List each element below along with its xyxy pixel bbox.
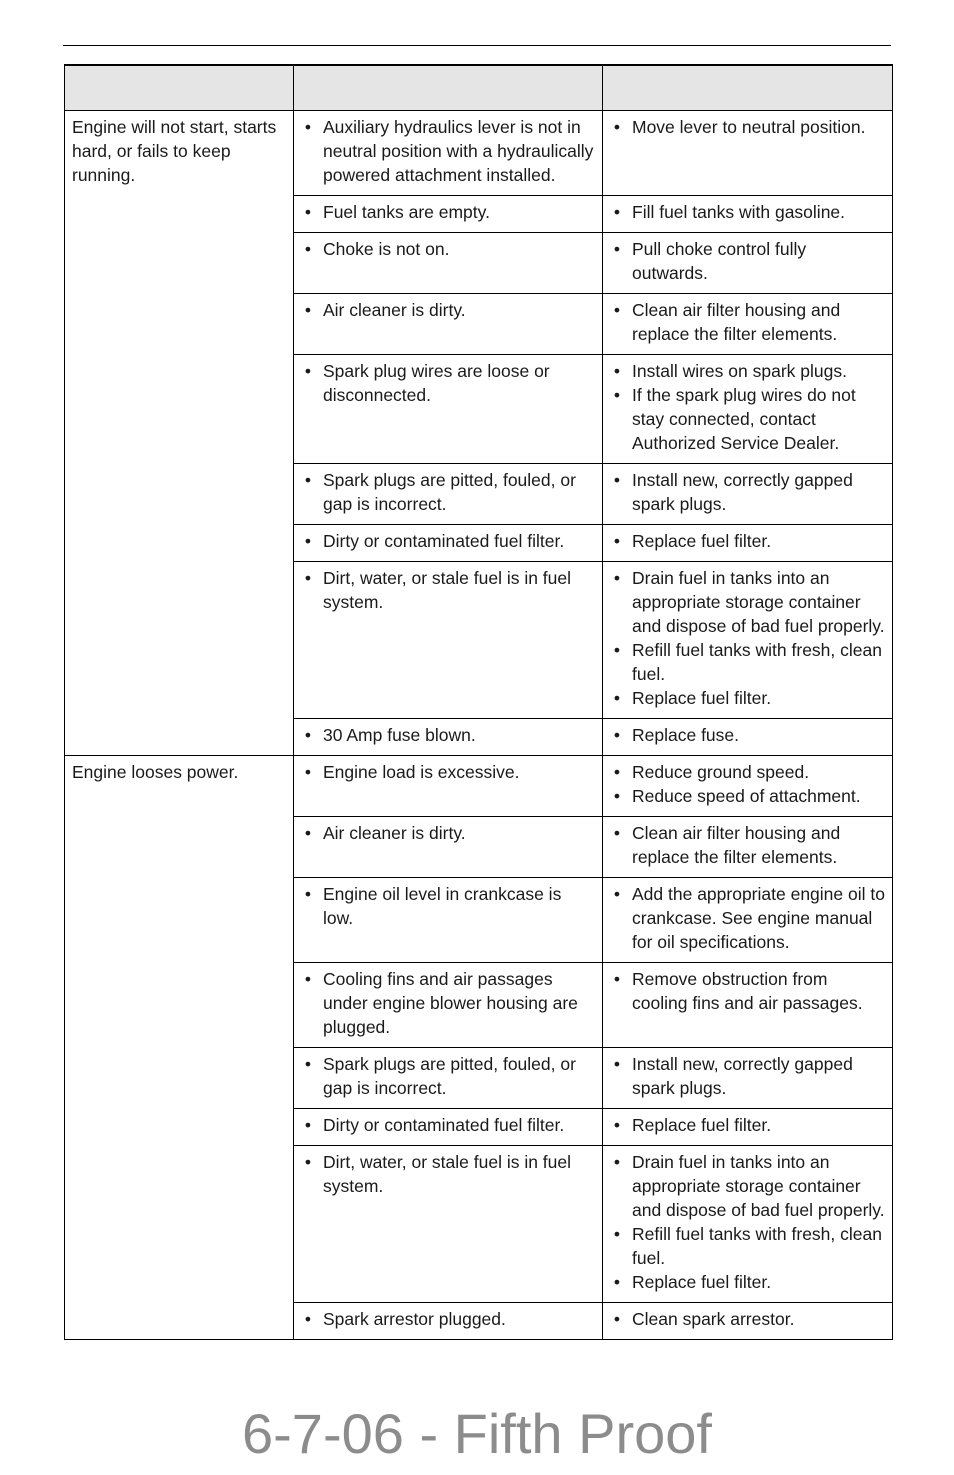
remedy-cell xyxy=(603,196,893,233)
bullet-icon: • xyxy=(304,1152,312,1172)
bullet-icon: • xyxy=(304,725,312,745)
cause-item xyxy=(301,821,596,845)
remedy-text: Add the appropriate engine oil to crankcase. See engine manual for oil specifications. xyxy=(632,884,885,952)
cause-cell xyxy=(294,233,603,294)
cause-list xyxy=(301,821,596,845)
remedy-cell xyxy=(603,562,893,719)
bullet-icon: • xyxy=(613,531,621,551)
cause-list xyxy=(301,529,596,553)
remedy-item xyxy=(610,686,886,710)
remedy-text: If the spark plug wires do not stay connected, contact Authorized Service Dealer. xyxy=(632,385,856,453)
bullet-icon: • xyxy=(613,725,621,745)
bullet-icon: • xyxy=(304,470,312,490)
remedy-list xyxy=(610,359,886,455)
remedy-text: Install wires on spark plugs. xyxy=(632,361,847,381)
remedy-item xyxy=(610,468,886,516)
remedy-item xyxy=(610,1150,886,1222)
remedy-item xyxy=(610,1307,886,1331)
bullet-icon: • xyxy=(304,884,312,904)
remedy-cell xyxy=(603,963,893,1048)
remedy-item xyxy=(610,359,886,383)
table-header-row xyxy=(65,65,893,111)
remedy-list xyxy=(610,200,886,224)
problem-cell: Engine looses power. xyxy=(65,756,294,1340)
bullet-icon: • xyxy=(613,688,621,708)
remedy-list xyxy=(610,967,886,1015)
cause-item xyxy=(301,298,596,322)
remedy-text: Clean spark arrestor. xyxy=(632,1309,795,1329)
remedy-item xyxy=(610,882,886,954)
bullet-icon: • xyxy=(613,884,621,904)
remedy-text: Install new, correctly gapped spark plugs. xyxy=(632,1054,853,1098)
remedy-list xyxy=(610,821,886,869)
cause-cell xyxy=(294,111,603,196)
cause-list xyxy=(301,1307,596,1331)
remedy-list xyxy=(610,1113,886,1137)
cause-cell xyxy=(294,756,603,817)
remedy-item xyxy=(610,784,886,808)
bullet-icon: • xyxy=(304,568,312,588)
remedy-text: Replace fuel filter. xyxy=(632,531,772,551)
cause-item xyxy=(301,359,596,407)
remedy-list xyxy=(610,723,886,747)
troubleshooting-table xyxy=(64,64,893,1340)
remedy-item xyxy=(610,1113,886,1137)
cause-item xyxy=(301,967,596,1039)
remedy-list xyxy=(610,1307,886,1331)
cause-cell xyxy=(294,464,603,525)
bullet-icon: • xyxy=(613,786,621,806)
remedy-text: Clean air filter housing and replace the filter elements. xyxy=(632,823,841,867)
problem-cell: Engine will not start, starts hard, or fails to keep running. xyxy=(65,111,294,756)
remedy-item xyxy=(610,383,886,455)
cause-item xyxy=(301,1150,596,1198)
cause-text: Choke is not on. xyxy=(323,239,450,259)
bullet-icon: • xyxy=(613,568,621,588)
cause-cell xyxy=(294,817,603,878)
cause-text: Engine load is excessive. xyxy=(323,762,520,782)
bullet-icon: • xyxy=(613,1309,621,1329)
remedy-list xyxy=(610,237,886,285)
bullet-icon: • xyxy=(304,202,312,222)
remedy-item xyxy=(610,760,886,784)
remedy-cell xyxy=(603,1109,893,1146)
remedy-text: Reduce ground speed. xyxy=(632,762,810,782)
remedy-cell xyxy=(603,525,893,562)
remedy-list xyxy=(610,468,886,516)
remedy-list xyxy=(610,760,886,808)
bullet-icon: • xyxy=(613,239,621,259)
bullet-icon: • xyxy=(304,300,312,320)
cause-list xyxy=(301,468,596,516)
remedy-text: Refill fuel tanks with fresh, clean fuel. xyxy=(632,640,882,684)
bullet-icon: • xyxy=(613,1272,621,1292)
remedy-text: Drain fuel in tanks into an appropriate storage container and dispose of bad fuel properly. xyxy=(632,1152,885,1220)
remedy-cell xyxy=(603,294,893,355)
cause-cell xyxy=(294,196,603,233)
cause-text: Spark plugs are pitted, fouled, or gap is incorrect. xyxy=(323,470,576,514)
cause-text: 30 Amp fuse blown. xyxy=(323,725,476,745)
cause-item xyxy=(301,882,596,930)
cause-list xyxy=(301,882,596,930)
remedy-text: Pull choke control fully outwards. xyxy=(632,239,807,283)
bullet-icon: • xyxy=(613,385,621,405)
cause-cell xyxy=(294,1109,603,1146)
bullet-icon: • xyxy=(613,969,621,989)
bullet-icon: • xyxy=(613,117,621,137)
cause-cell xyxy=(294,963,603,1048)
bullet-icon: • xyxy=(613,1054,621,1074)
cause-list xyxy=(301,237,596,261)
remedy-list xyxy=(610,882,886,954)
cause-list xyxy=(301,566,596,614)
remedy-item xyxy=(610,566,886,638)
cause-text: Spark arrestor plugged. xyxy=(323,1309,506,1329)
remedy-item xyxy=(610,723,886,747)
cause-item xyxy=(301,723,596,747)
cause-item xyxy=(301,760,596,784)
remedy-list xyxy=(610,566,886,710)
remedy-item xyxy=(610,237,886,285)
remedy-cell xyxy=(603,1303,893,1340)
cause-list xyxy=(301,1052,596,1100)
bullet-icon: • xyxy=(304,1115,312,1135)
remedy-list xyxy=(610,298,886,346)
cause-cell xyxy=(294,1146,603,1303)
remedy-cell xyxy=(603,817,893,878)
bullet-icon: • xyxy=(613,640,621,660)
remedy-cell xyxy=(603,878,893,963)
cause-item xyxy=(301,1307,596,1331)
cause-text: Cooling fins and air passages under engine blower housing are plugged. xyxy=(323,969,578,1037)
cause-cell xyxy=(294,1303,603,1340)
cause-list xyxy=(301,967,596,1039)
remedy-item xyxy=(610,1052,886,1100)
remedy-text: Install new, correctly gapped spark plugs. xyxy=(632,470,853,514)
cause-cell xyxy=(294,525,603,562)
remedy-list xyxy=(610,529,886,553)
cause-text: Spark plug wires are loose or disconnected. xyxy=(323,361,550,405)
header-problem xyxy=(65,65,294,111)
cause-item xyxy=(301,468,596,516)
remedy-list xyxy=(610,115,886,139)
remedy-item xyxy=(610,821,886,869)
bullet-icon: • xyxy=(304,1054,312,1074)
remedy-item xyxy=(610,967,886,1015)
cause-cell xyxy=(294,878,603,963)
cause-list xyxy=(301,115,596,187)
bullet-icon: • xyxy=(304,117,312,137)
bullet-icon: • xyxy=(613,1115,621,1135)
bullet-icon: • xyxy=(613,361,621,381)
remedy-cell xyxy=(603,719,893,756)
remedy-text: Move lever to neutral position. xyxy=(632,117,866,137)
remedy-item xyxy=(610,1270,886,1294)
cause-list xyxy=(301,723,596,747)
header-remedy xyxy=(603,65,893,111)
bullet-icon: • xyxy=(304,969,312,989)
remedy-cell xyxy=(603,1048,893,1109)
cause-text: Air cleaner is dirty. xyxy=(323,300,466,320)
cause-item xyxy=(301,529,596,553)
cause-list xyxy=(301,200,596,224)
remedy-text: Replace fuel filter. xyxy=(632,688,772,708)
remedy-cell xyxy=(603,756,893,817)
remedy-cell xyxy=(603,111,893,196)
remedy-cell xyxy=(603,355,893,464)
bullet-icon: • xyxy=(613,300,621,320)
cause-text: Air cleaner is dirty. xyxy=(323,823,466,843)
remedy-text: Clean air filter housing and replace the filter elements. xyxy=(632,300,841,344)
cause-item xyxy=(301,115,596,187)
cause-item xyxy=(301,1052,596,1100)
cause-item xyxy=(301,200,596,224)
remedy-text: Remove obstruction from cooling fins and air passages. xyxy=(632,969,863,1013)
remedy-item xyxy=(610,1222,886,1270)
remedy-text: Replace fuel filter. xyxy=(632,1272,772,1292)
cause-item xyxy=(301,237,596,261)
cause-cell xyxy=(294,1048,603,1109)
remedy-cell xyxy=(603,233,893,294)
remedy-item xyxy=(610,638,886,686)
cause-text: Dirt, water, or stale fuel is in fuel system. xyxy=(323,568,572,612)
remedy-list xyxy=(610,1150,886,1294)
cause-cell xyxy=(294,355,603,464)
remedy-text: Reduce speed of attachment. xyxy=(632,786,861,806)
remedy-text: Refill fuel tanks with fresh, clean fuel. xyxy=(632,1224,882,1268)
remedy-item xyxy=(610,529,886,553)
cause-list xyxy=(301,1113,596,1137)
cause-list xyxy=(301,298,596,322)
cause-item xyxy=(301,1113,596,1137)
remedy-list xyxy=(610,1052,886,1100)
bullet-icon: • xyxy=(304,1309,312,1329)
bullet-icon: • xyxy=(304,361,312,381)
bullet-icon: • xyxy=(304,762,312,782)
bullet-icon: • xyxy=(613,823,621,843)
top-rule xyxy=(63,45,891,46)
table-body xyxy=(65,111,893,1340)
remedy-text: Replace fuel filter. xyxy=(632,1115,772,1135)
remedy-item xyxy=(610,200,886,224)
cause-list xyxy=(301,760,596,784)
cause-cell xyxy=(294,562,603,719)
bullet-icon: • xyxy=(304,823,312,843)
cause-text: Dirt, water, or stale fuel is in fuel system. xyxy=(323,1152,572,1196)
cause-text: Dirty or contaminated fuel filter. xyxy=(323,1115,565,1135)
bullet-icon: • xyxy=(304,531,312,551)
bullet-icon: • xyxy=(613,470,621,490)
remedy-cell xyxy=(603,1146,893,1303)
cause-text: Fuel tanks are empty. xyxy=(323,202,490,222)
remedy-text: Drain fuel in tanks into an appropriate storage container and dispose of bad fuel properly. xyxy=(632,568,885,636)
cause-text: Engine oil level in crankcase is low. xyxy=(323,884,562,928)
cause-text: Dirty or contaminated fuel filter. xyxy=(323,531,565,551)
cause-list xyxy=(301,1150,596,1198)
bullet-icon: • xyxy=(613,202,621,222)
cause-item xyxy=(301,566,596,614)
cause-text: Spark plugs are pitted, fouled, or gap is incorrect. xyxy=(323,1054,576,1098)
bullet-icon: • xyxy=(613,762,621,782)
cause-text: Auxiliary hydraulics lever is not in neutral position with a hydraulically powered attachment installed. xyxy=(323,117,594,185)
header-cause xyxy=(294,65,603,111)
cause-cell xyxy=(294,294,603,355)
cause-list xyxy=(301,359,596,407)
remedy-text: Fill fuel tanks with gasoline. xyxy=(632,202,846,222)
remedy-text: Replace fuse. xyxy=(632,725,740,745)
bullet-icon: • xyxy=(613,1224,621,1244)
bullet-icon: • xyxy=(613,1152,621,1172)
remedy-item xyxy=(610,115,886,139)
remedy-item xyxy=(610,298,886,346)
table-row xyxy=(65,111,893,196)
cause-cell xyxy=(294,719,603,756)
table-row xyxy=(65,756,893,817)
bullet-icon: • xyxy=(304,239,312,259)
remedy-cell xyxy=(603,464,893,525)
proof-watermark: 6-7-06 - Fifth Proof xyxy=(242,1402,712,1465)
